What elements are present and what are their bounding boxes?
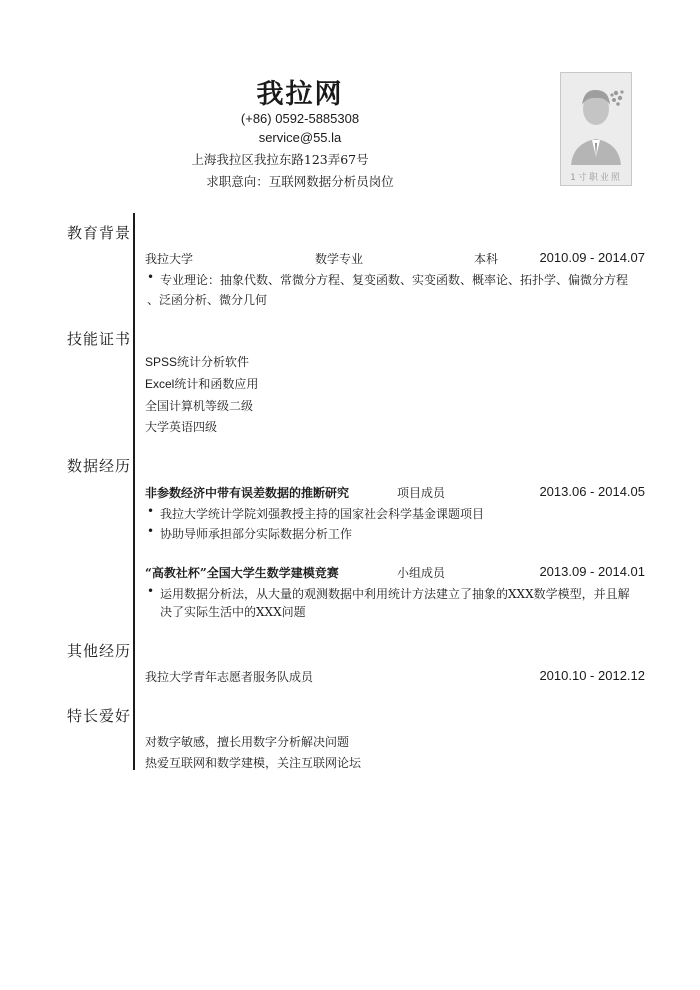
section-title-skills: 技能证书 (67, 330, 132, 348)
project-date: 2013.06 - 2014.05 (539, 484, 645, 499)
home-address: 上海我拉区我拉东路123弄67号 (191, 152, 369, 167)
profile-photo (560, 72, 632, 186)
project-bullet-line1: 运用数据分析法，从大量的观测数据中利用统计方法建立了抽象的XXX数学模型，并且解 (160, 587, 630, 601)
section-title-other: 其他经历 (67, 642, 132, 660)
other-item: 我拉大学青年志愿者服务队成员 (145, 670, 314, 684)
degree: 本科 (474, 252, 499, 266)
skill-item: 大学英语四级 (145, 420, 218, 434)
section-title-hobbies: 特长爱好 (67, 707, 132, 725)
school-name: 我拉大学 (145, 252, 194, 266)
project-bullet: 我拉大学统计学院刘强教授主持的国家社会科学基金课题项目 (160, 507, 485, 521)
email-address: service@55.la (258, 130, 342, 145)
education-date: 2010.09 - 2014.07 (539, 250, 645, 265)
phone-number: (+86) 0592-5885308 (240, 111, 360, 126)
education-detail-line2: 、泛函分析、微分几何 (147, 293, 268, 307)
project-role: 项目成员 (397, 486, 446, 500)
bullet-dot: • (147, 270, 155, 284)
project-bullet-line2: 决了实际生活中的XXX问题 (160, 605, 306, 619)
bullet-dot: • (147, 524, 155, 538)
person-silhouette-icon (561, 73, 631, 185)
skill-item: Excel统计和函数应用 (145, 377, 259, 391)
photo-caption: 1寸职业照 (570, 173, 622, 183)
hobby-item: 热爱互联网和数学建模，关注互联网论坛 (145, 756, 362, 770)
skill-item: 全国计算机等级二级 (145, 399, 254, 413)
education-detail-line1: 专业理论：抽象代数、常微分方程、复变函数、实变函数、概率论、拓扑学、偏微分方程 (160, 273, 629, 287)
job-objective: 求职意向：互联网数据分析员岗位 (206, 174, 394, 189)
project-role: 小组成员 (397, 566, 446, 580)
other-date: 2010.10 - 2012.12 (539, 668, 645, 683)
major: 数学专业 (315, 252, 364, 266)
project-name: “高教社杯”全国大学生数学建模竞赛 (145, 566, 339, 580)
hobby-item: 对数字敏感，擅长用数字分析解决问题 (145, 735, 350, 749)
resume-name: 我拉网 (256, 79, 344, 110)
project-date: 2013.09 - 2014.01 (539, 564, 645, 579)
section-divider-line (133, 213, 135, 770)
bullet-dot: • (147, 584, 155, 598)
section-title-education: 教育背景 (67, 224, 132, 242)
project-name: 非参数经济中带有误差数据的推断研究 (145, 486, 350, 500)
section-title-data-experience: 数据经历 (67, 457, 132, 475)
bullet-dot: • (147, 504, 155, 518)
project-bullet: 协助导师承担部分实际数据分析工作 (160, 527, 353, 541)
skill-item: SPSS统计分析软件 (145, 355, 250, 369)
